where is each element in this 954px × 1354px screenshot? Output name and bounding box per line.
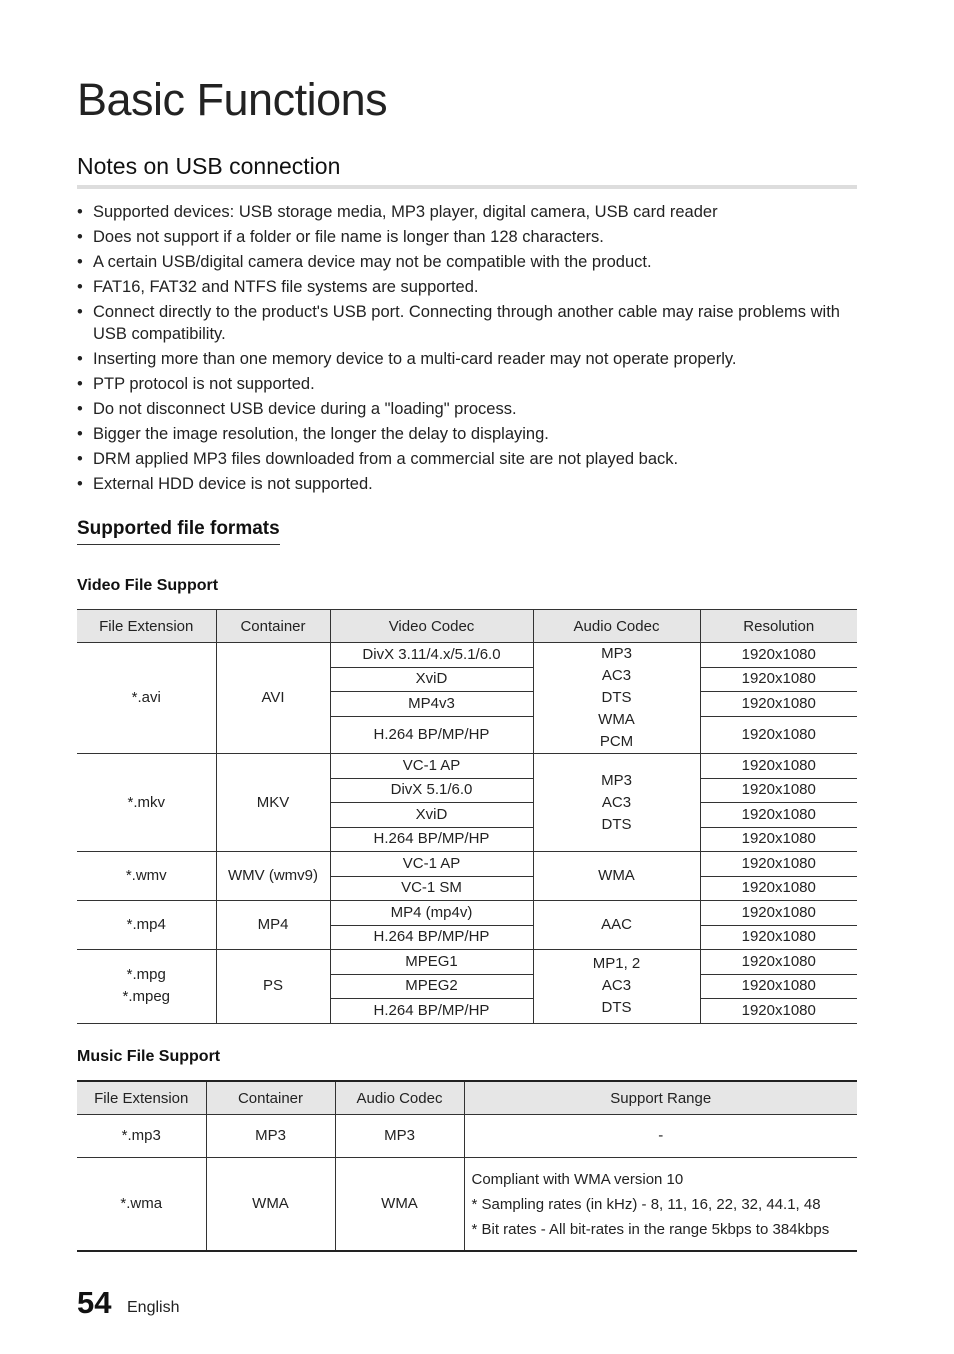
page-language: English bbox=[127, 1299, 180, 1316]
table-row bbox=[77, 852, 857, 877]
column-header: Resolution bbox=[700, 610, 857, 643]
support-range-cell: Compliant with WMA version 10 * Sampling rates (in kHz) - 8, 11, 16, 22, 32, 44.1, 48 * Bit rates - All bit-rates in the range 5kbps to 384kbps bbox=[464, 1158, 857, 1252]
file-extension-cell: *.mp4 bbox=[77, 901, 216, 950]
video-codec-cell: MPEG2 bbox=[330, 974, 533, 999]
resolution-cell: 1920x1080 bbox=[700, 925, 857, 950]
table-row bbox=[77, 643, 857, 668]
list-item: • Do not disconnect USB device during a "loading" process. bbox=[77, 398, 857, 420]
resolution-cell: 1920x1080 bbox=[700, 778, 857, 803]
container-cell: PS bbox=[216, 950, 330, 1024]
video-codec-cell: VC-1 AP bbox=[330, 754, 533, 779]
list-item: • Bigger the image resolution, the longer the delay to displaying. bbox=[77, 423, 857, 445]
table-row bbox=[77, 950, 857, 975]
table-row bbox=[77, 1158, 857, 1252]
list-item: • Supported devices: USB storage media, MP3 player, digital camera, USB card reader bbox=[77, 201, 857, 223]
file-extension-cell: *.avi bbox=[77, 643, 216, 754]
resolution-cell: 1920x1080 bbox=[700, 667, 857, 692]
audio-codec-cell: AAC bbox=[533, 901, 700, 950]
video-codec-cell: H.264 BP/MP/HP bbox=[330, 999, 533, 1024]
resolution-cell: 1920x1080 bbox=[700, 901, 857, 926]
resolution-cell: 1920x1080 bbox=[700, 643, 857, 668]
resolution-cell: 1920x1080 bbox=[700, 716, 857, 753]
column-header: Container bbox=[216, 610, 330, 643]
resolution-cell: 1920x1080 bbox=[700, 876, 857, 901]
video-codec-cell: DivX 5.1/6.0 bbox=[330, 778, 533, 803]
list-item: • FAT16, FAT32 and NTFS file systems are supported. bbox=[77, 276, 857, 298]
video-codec-cell: MP4v3 bbox=[330, 692, 533, 717]
list-item: • PTP protocol is not supported. bbox=[77, 373, 857, 395]
video-codec-cell: H.264 BP/MP/HP bbox=[330, 716, 533, 753]
video-codec-cell: MP4 (mp4v) bbox=[330, 901, 533, 926]
file-extension-cell: *.wma bbox=[77, 1158, 206, 1252]
resolution-cell: 1920x1080 bbox=[700, 974, 857, 999]
column-header: File Extension bbox=[77, 610, 216, 643]
table-row bbox=[77, 754, 857, 779]
container-cell: MKV bbox=[216, 754, 330, 852]
video-codec-cell: VC-1 SM bbox=[330, 876, 533, 901]
file-extension-cell: *.mkv bbox=[77, 754, 216, 852]
audio-codec-cell: MP3 AC3 DTS WMA PCM bbox=[533, 643, 700, 754]
list-item: • Connect directly to the product's USB port. Connecting through another cable may raise problems with USB compatibility. bbox=[77, 301, 857, 345]
video-codec-cell: H.264 BP/MP/HP bbox=[330, 925, 533, 950]
table-header-row bbox=[77, 1081, 857, 1115]
column-header: Audio Codec bbox=[335, 1081, 464, 1115]
column-header: Video Codec bbox=[330, 610, 533, 643]
audio-codec-cell: WMA bbox=[533, 852, 700, 901]
container-cell: AVI bbox=[216, 643, 330, 754]
video-codec-cell: DivX 3.11/4.x/5.1/6.0 bbox=[330, 643, 533, 668]
resolution-cell: 1920x1080 bbox=[700, 692, 857, 717]
usb-notes-list bbox=[77, 201, 857, 498]
resolution-cell: 1920x1080 bbox=[700, 999, 857, 1024]
resolution-cell: 1920x1080 bbox=[700, 803, 857, 828]
file-extension-cell: *.mpg *.mpeg bbox=[77, 950, 216, 1024]
video-support-table bbox=[77, 609, 857, 1024]
resolution-cell: 1920x1080 bbox=[700, 852, 857, 877]
video-codec-cell: XviD bbox=[330, 667, 533, 692]
audio-codec-cell: MP3 AC3 DTS bbox=[533, 754, 700, 852]
resolution-cell: 1920x1080 bbox=[700, 754, 857, 779]
music-support-table bbox=[77, 1080, 857, 1252]
subsection-title: Supported file formats bbox=[77, 518, 280, 545]
table-row bbox=[77, 901, 857, 926]
column-header: Support Range bbox=[464, 1081, 857, 1115]
audio-codec-cell: WMA bbox=[335, 1158, 464, 1252]
resolution-cell: 1920x1080 bbox=[700, 950, 857, 975]
video-codec-cell: XviD bbox=[330, 803, 533, 828]
page-title: Basic Functions bbox=[77, 74, 388, 125]
column-header: File Extension bbox=[77, 1081, 206, 1115]
column-header: Container bbox=[206, 1081, 335, 1115]
video-codec-cell: VC-1 AP bbox=[330, 852, 533, 877]
resolution-cell: 1920x1080 bbox=[700, 827, 857, 852]
video-codec-cell: MPEG1 bbox=[330, 950, 533, 975]
page-number: 54 bbox=[77, 1285, 112, 1320]
file-extension-cell: *.wmv bbox=[77, 852, 216, 901]
container-cell: MP4 bbox=[216, 901, 330, 950]
audio-codec-cell: MP1, 2 AC3 DTS bbox=[533, 950, 700, 1024]
table-header-row bbox=[77, 610, 857, 643]
list-item: • Inserting more than one memory device to a multi-card reader may not operate properly. bbox=[77, 348, 857, 370]
column-header: Audio Codec bbox=[533, 610, 700, 643]
container-cell: WMA bbox=[206, 1158, 335, 1252]
list-item: • Does not support if a folder or file name is longer than 128 characters. bbox=[77, 226, 857, 248]
video-codec-cell: H.264 BP/MP/HP bbox=[330, 827, 533, 852]
file-extension-cell: *.mp3 bbox=[77, 1115, 206, 1158]
table-row bbox=[77, 1115, 857, 1158]
list-item: • DRM applied MP3 files downloaded from a commercial site are not played back. bbox=[77, 448, 857, 470]
list-item: • External HDD device is not supported. bbox=[77, 473, 857, 495]
section-divider bbox=[77, 185, 857, 189]
section-title: Notes on USB connection bbox=[77, 153, 341, 179]
container-cell: WMV (wmv9) bbox=[216, 852, 330, 901]
music-table-heading: Music File Support bbox=[77, 1048, 221, 1065]
audio-codec-cell: MP3 bbox=[335, 1115, 464, 1158]
list-item: • A certain USB/digital camera device may not be compatible with the product. bbox=[77, 251, 857, 273]
container-cell: MP3 bbox=[206, 1115, 335, 1158]
video-table-heading: Video File Support bbox=[77, 577, 219, 594]
support-range-cell: - bbox=[464, 1115, 857, 1158]
